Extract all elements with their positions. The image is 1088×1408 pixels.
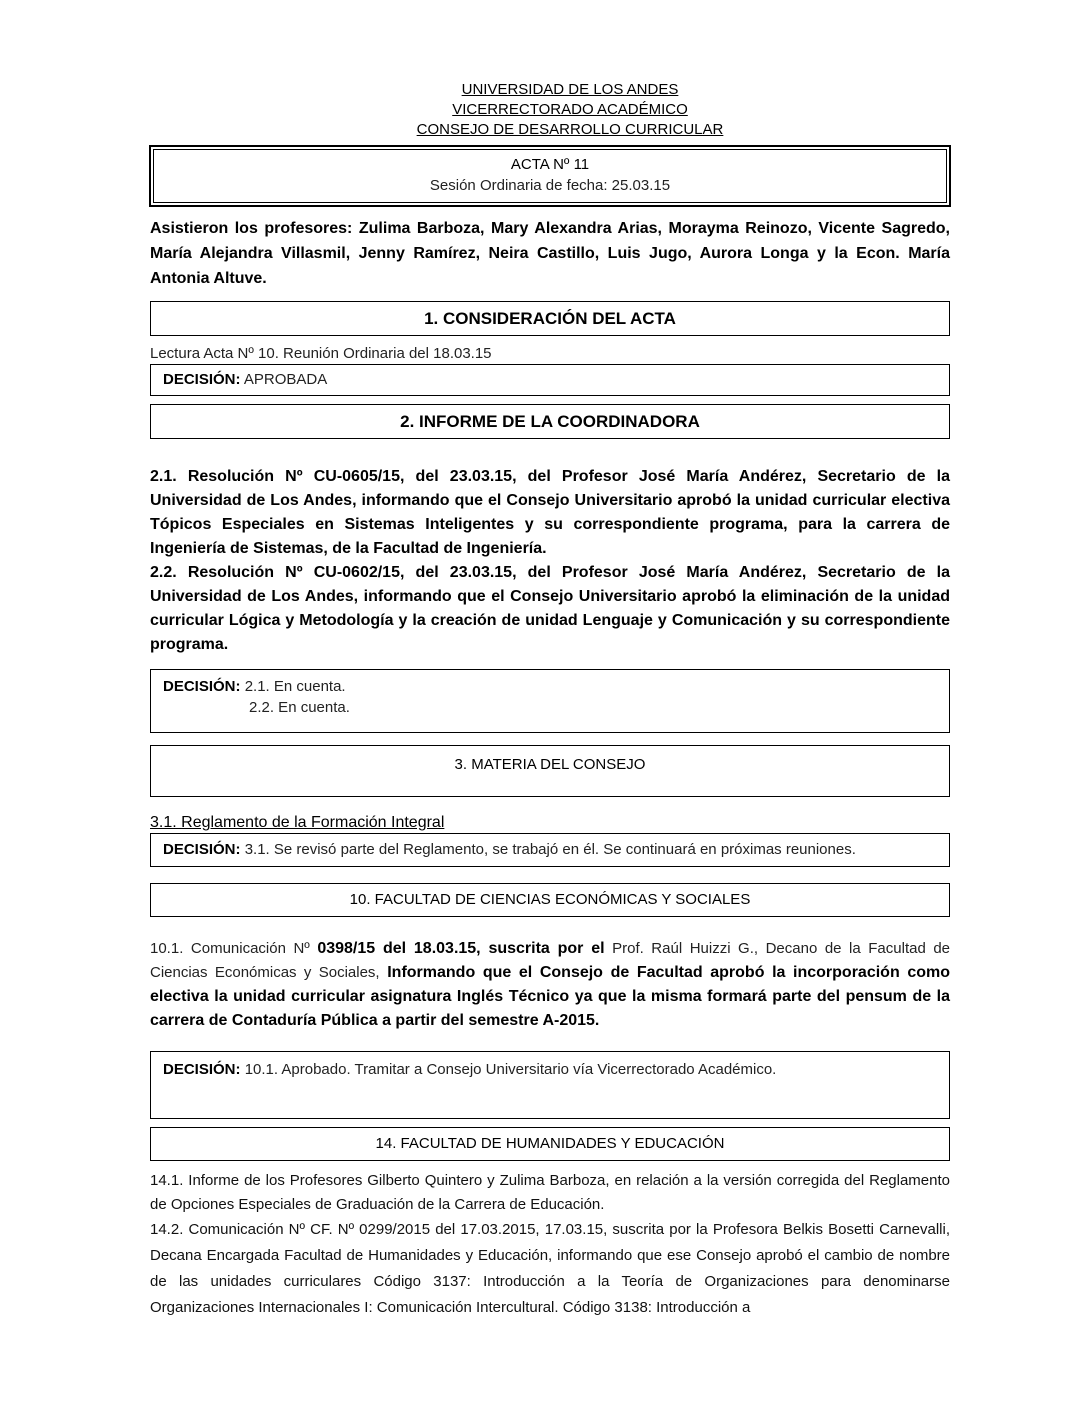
item-body: Informando que el Consejo de Facultad aprobó la incorporación como electiva la unidad curricular asignatura Inglés Técnico ya que la misma formará parte del pensum de la carrera de Contaduría Pública a partir del semestre A-2015. <box>150 964 951 1029</box>
decision-label: DECISIÓN: <box>163 841 241 858</box>
document-header <box>190 80 950 140</box>
section-2-decision <box>150 669 950 733</box>
decision-value: APROBADA <box>243 371 328 388</box>
section-14-item-1: 14.1. Informe de los Profesores Gilberto Quintero y Zulima Barboza, en relación a la versión corregida del Reglamento de Opciones Especiales de Graduación de la Carrera de Educación. <box>150 1172 950 1213</box>
item-sender: Prof. Raúl Huizzi G., Decano de la Facultad de Ciencias Económicas y Sociales, <box>150 940 951 981</box>
decision-label: DECISIÓN: <box>163 1061 241 1078</box>
section-10-heading: 10. FACULTAD DE CIENCIAS ECONÓMICAS Y SOCIALES <box>150 883 950 917</box>
decision-value-2: 2.2. En cuenta. <box>249 699 350 716</box>
item-reference: 0398/15 del 18.03.15, suscrita por el <box>317 940 605 957</box>
decision-value: 10.1. Aprobado. Tramitar a Consejo Universitario vía Vicerrectorado Académico. <box>244 1061 777 1078</box>
section-2-item-1: 2.1. Resolución Nº CU-0605/15, del 23.03.15, del Profesor José María Andérez, Secretario de la Universidad de Los Andes, informando que el Consejo Universitario aprobó la unidad curricular electiva Tópicos Especiales en Sistemas Inteligentes y su correspondiente programa, para la carrera de Ingeniería de Sistemas, de la Facultad de Ingeniería. <box>150 468 950 557</box>
session-date: Sesión Ordinaria de fecha: 25.03.15 <box>429 177 671 194</box>
attendance-paragraph: Asistieron los profesores: Zulima Barboza, Mary Alexandra Arias, Morayma Reinozo, Vicente Sagredo, María Alejandra Villasmil, Jenny Ramírez, Neira Castillo, Luis Jugo, Aurora Longa y la Econ. María Antonia Altuve. <box>150 220 950 287</box>
decision-value: 3.1. Se revisó parte del Reglamento, se trabajó en él. Se continuará en próximas reuniones. <box>244 841 856 858</box>
section-14-item-2: 14.2. Comunicación Nº CF. Nº 0299/2015 del 17.03.2015, 17.03.15, suscrita por la Profesora Belkis Bosetti Carnevalli, Decana Encargada Facultad de Humanidades y Educación, informando que ese Consejo aprobó el cambio de nombre de las unidades curriculares Código 3137: Introducción a la Teoría de Organizaciones para denominarse Organizaciones Internacionales I: Comunicación Intercultural. Código 3138: Introducción a <box>150 1221 950 1316</box>
section-3-subheading <box>150 813 950 833</box>
decision-label: DECISIÓN: <box>163 371 241 388</box>
university-name: UNIVERSIDAD DE LOS ANDES <box>461 81 679 98</box>
section-10-item-1 <box>150 937 950 1033</box>
acta-title: ACTA Nº 11 <box>510 156 590 173</box>
section-1-decision <box>150 364 950 396</box>
section-1-heading: 1. CONSIDERACIÓN DEL ACTA <box>150 301 950 336</box>
council-name: CONSEJO DE DESARROLLO CURRICULAR <box>416 121 724 138</box>
document-page <box>150 80 950 1321</box>
section-3-decision <box>150 833 950 867</box>
section-10-decision <box>150 1051 950 1119</box>
decision-label: DECISIÓN: <box>163 678 241 695</box>
item-prefix: 10.1. Comunicación Nº <box>150 940 318 957</box>
section-2-item-2: 2.2. Resolución Nº CU-0602/15, del 23.03.15, del Profesor José María Andérez, Secretario de la Universidad de Los Andes, informando que el Consejo Universitario aprobó la eliminación de la unidad curricular Lógica y Metodología y la creación de unidad Lenguaje y Comunicación y su correspondiente programa. <box>150 564 950 653</box>
decision-value-1: 2.1. En cuenta. <box>244 678 346 695</box>
section-2-heading: 2. INFORME DE LA COORDINADORA <box>150 404 950 439</box>
vice-rectorate: VICERRECTORADO ACADÉMICO <box>452 101 688 118</box>
section-3-heading: 3. MATERIA DEL CONSEJO <box>150 745 950 797</box>
section-3-sub-title: 3.1. Reglamento de la Formación Integral <box>150 814 445 831</box>
section-14-heading: 14. FACULTAD DE HUMANIDADES Y EDUCACIÓN <box>150 1127 950 1161</box>
section-1-reading: Lectura Acta Nº 10. Reunión Ordinaria del 18.03.15 <box>150 345 492 362</box>
acta-box <box>150 146 950 206</box>
